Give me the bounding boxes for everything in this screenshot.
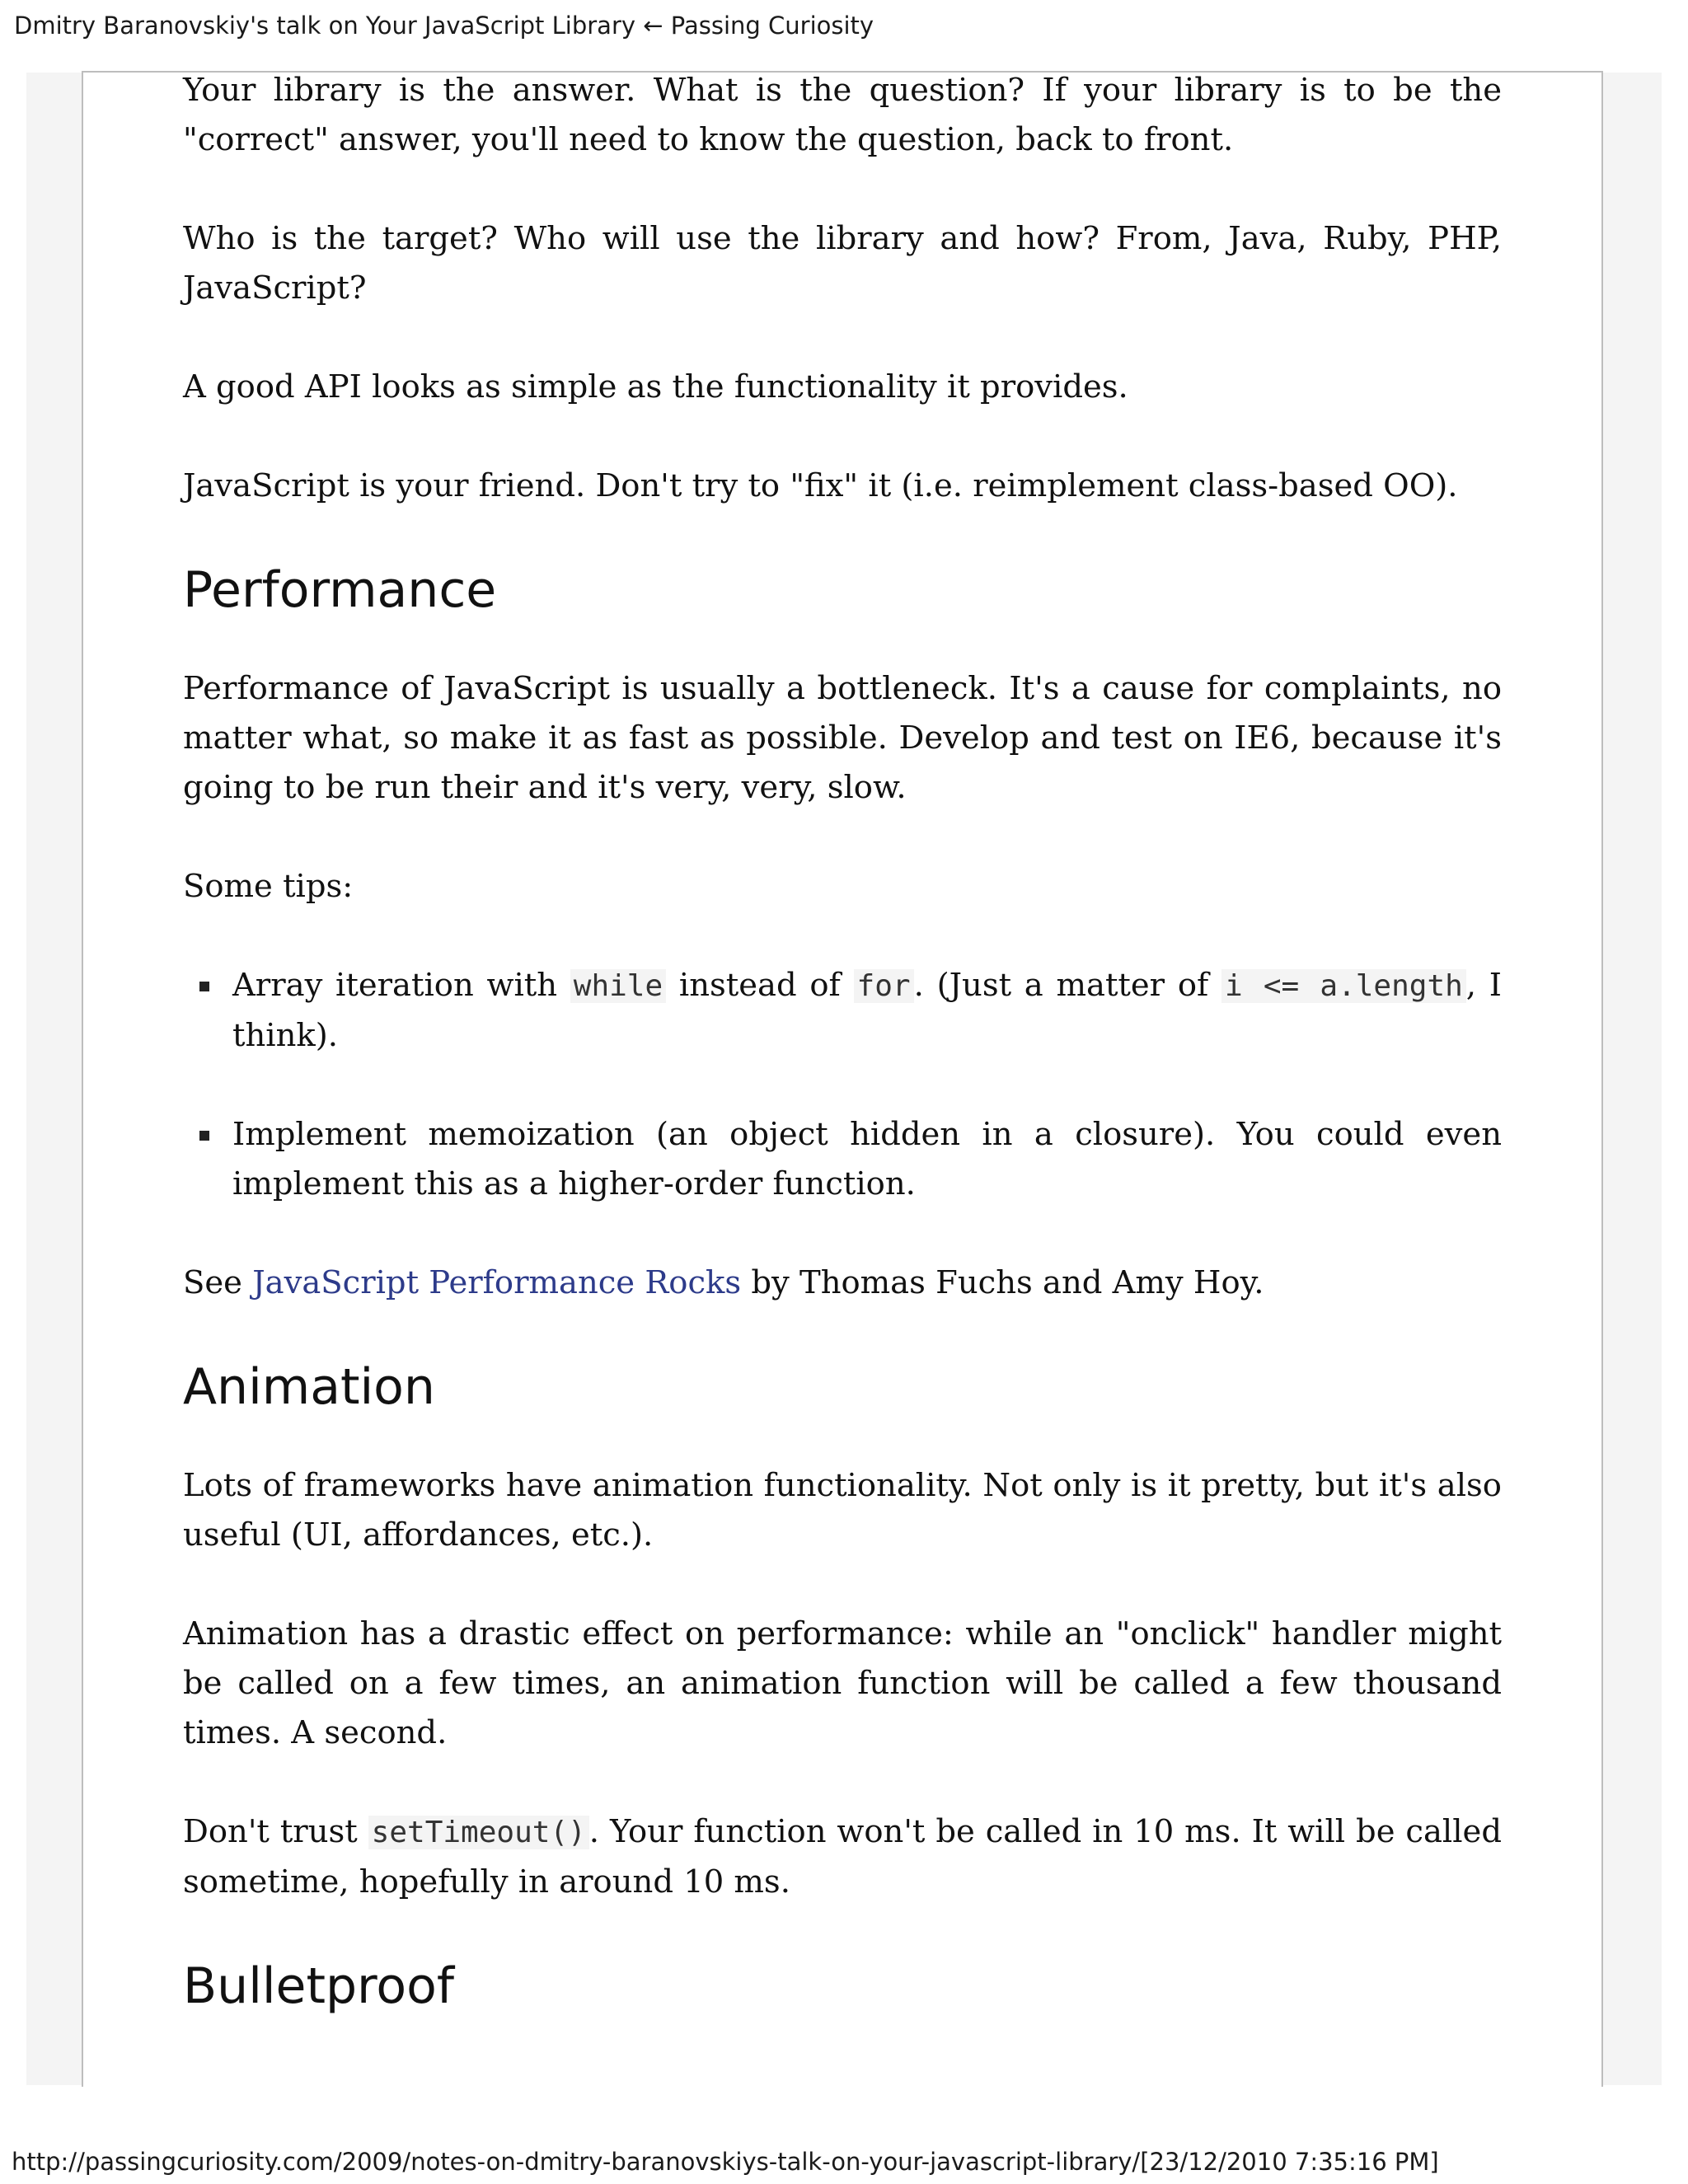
heading-performance: Performance — [183, 561, 497, 619]
page-footer-url: http://passingcuriosity.com/2009/notes-on-dmitry-baranovskiys-talk-on-your-javascript-library/[23/12/2010 7:35:16 PM] — [12, 2148, 1439, 2176]
paragraph-animation-performance: Animation has a drastic effect on performance: while an "onclick" handler might be called on a few times, an animation function will be called a few thousand times. A second. — [183, 1615, 1502, 1751]
paragraph-performance: Performance of JavaScript is usually a bottleneck. It's a cause for complaints, no matter what, so make it as fast as possible. Develop and test on IE6, because it's going to be run their and it's very, very, slow. — [183, 670, 1502, 806]
code-while: while — [570, 969, 666, 1003]
tips-list — [183, 961, 1502, 1209]
bullet-icon — [199, 982, 209, 991]
settimeout-text: . Your function won't be called in 10 ms. It will be called sometime, hopefully in around 10 ms. — [183, 1813, 1502, 1900]
tip-text: Array iteration with — [232, 967, 570, 1004]
tip-text: instead of — [666, 967, 854, 1004]
tip-text: . (Just a matter of — [913, 967, 1222, 1004]
list-item-tip-memoization — [183, 1110, 1502, 1209]
paragraph-target: Who is the target? Who will use the library and how? From, Java, Ruby, PHP, JavaScript? — [183, 220, 1502, 307]
page-header-title: Dmitry Baranovskiy's talk on Your JavaScript Library ← Passing Curiosity — [14, 12, 874, 40]
paragraph-api: A good API looks as simple as the functionality it provides. — [183, 368, 1128, 405]
code-for: for — [854, 969, 914, 1003]
code-settimeout: setTimeout() — [368, 1816, 589, 1849]
see-prefix: See — [183, 1264, 253, 1301]
settimeout-text: Don't trust — [183, 1813, 368, 1850]
paragraph-intro: Your library is the answer. What is the question? If your library is to be the "correct" answer, you'll need to know the question, back to front. — [183, 72, 1502, 158]
heading-animation: Animation — [183, 1358, 435, 1416]
tip-text: Implement memoization (an object hidden in a closure). You could even implement this as a higher-order function. — [232, 1116, 1502, 1202]
list-item-tip-iteration — [183, 961, 1502, 1061]
paragraph-animation-frameworks: Lots of frameworks have animation functionality. Not only is it pretty, but it's also useful (UI, affordances, etc.). — [183, 1467, 1502, 1554]
heading-bulletproof: Bulletproof — [183, 1957, 454, 2015]
paragraph-javascript-friend: JavaScript is your friend. Don't try to "fix" it (i.e. reimplement class-based OO). — [183, 467, 1458, 504]
article-body — [183, 66, 1502, 2060]
tip-text: , I think). — [232, 967, 1502, 1054]
see-suffix: by Thomas Fuchs and Amy Hoy. — [741, 1264, 1264, 1301]
paragraph-tips-intro: Some tips: — [183, 868, 354, 905]
link-javascript-performance-rocks[interactable]: JavaScript Performance Rocks — [252, 1264, 742, 1301]
bullet-icon — [199, 1131, 209, 1141]
paragraph-see-also — [183, 1258, 1502, 1308]
paragraph-settimeout — [183, 1807, 1502, 1907]
code-length-condition: i <= a.length — [1221, 969, 1466, 1003]
